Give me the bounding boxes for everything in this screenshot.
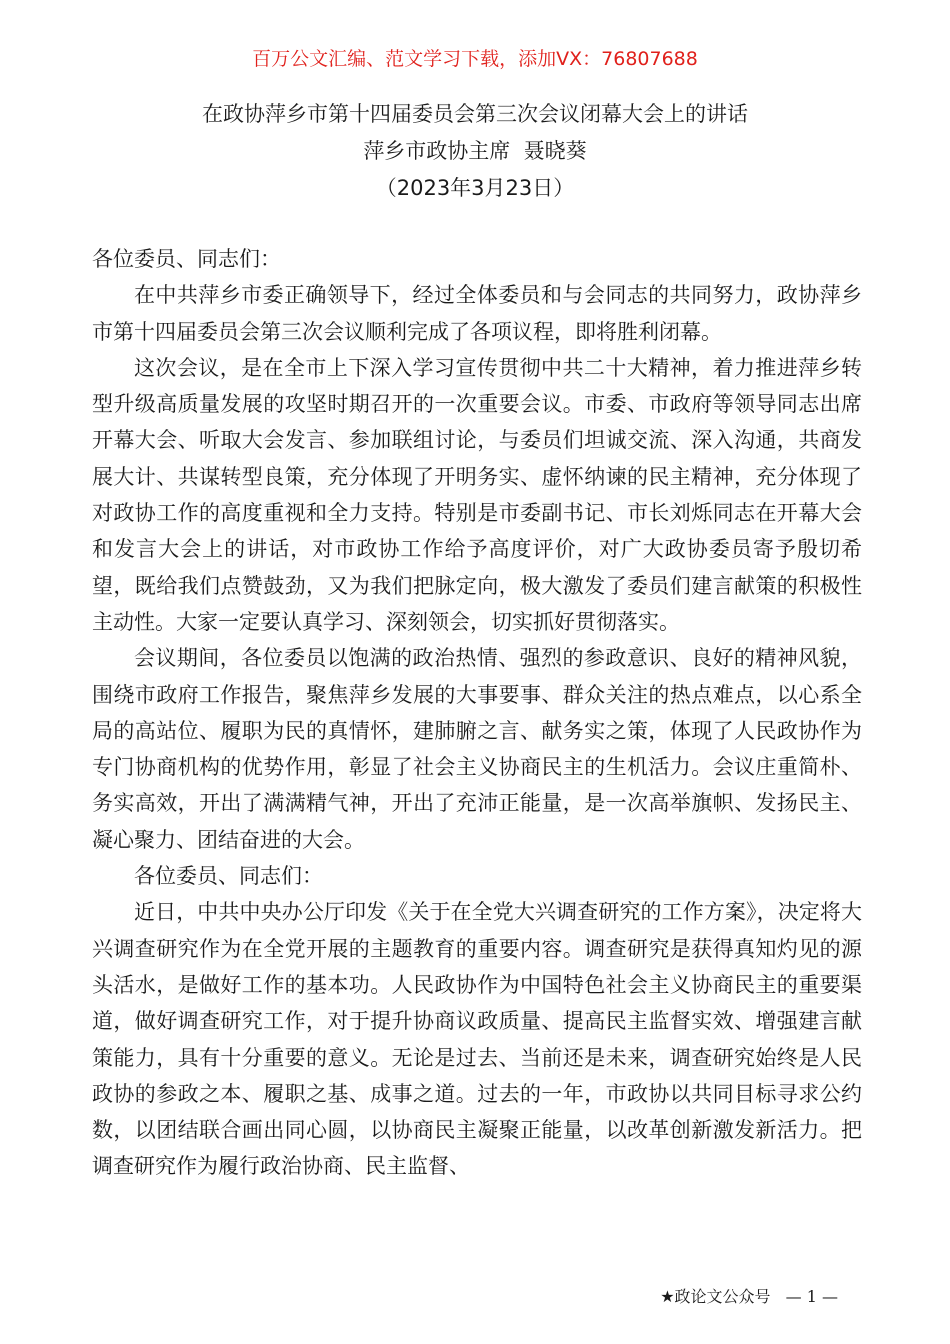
paragraph-3: 会议期间，各位委员以饱满的政治热情、强烈的参政意识、良好的精神风貌，围绕市政府工作报告，聚焦萍乡发展的大事要事、群众关注的热点难点，以心系全局的高站位、履职为民的真情怀，建肺腑之言、献务实之策，体现了人民政协作为专门协商机构的优势作用，彰显了社会主义协商民主的生机活力。会议庄重简朴、务实高效，开出了满满精气神，开出了充沛正能量，是一次高举旗帜、发扬民主、凝心聚力、团结奋进的大会。 bbox=[92, 646, 862, 852]
paragraph-5: 近日，中共中央办公厅印发《关于在全党大兴调查研究的工作方案》，决定将大兴调查研究作为在全党开展的主题教育的重要内容。调查研究是获得真知灼见的源头活水，是做好工作的基本功。人民政协作为中国特色社会主义协商民主的重要渠道，做好调查研究工作，对于提升协商议政质量、提高民主监督实效、增强建言献策能力，具有十分重要的意义。无论是过去、当前还是未来，调查研究始终是人民政协的参政之本、履职之基、成事之道。过去的一年，市政协以共同目标寻求公约数，以团结联合画出同心圆，以协商民主凝聚正能量，以改革创新激发新活力。把调查研究作为履行政治协商、民主监督、 bbox=[92, 900, 862, 1179]
speech-title: 在政协萍乡市第十四届委员会第三次会议闭幕大会上的讲话 bbox=[202, 102, 748, 126]
footer-source: ★政论文公众号 bbox=[660, 1287, 771, 1306]
page-number: — 1 — bbox=[785, 1287, 838, 1306]
paragraph-1: 在中共萍乡市委正确领导下，经过全体委员和与会同志的共同努力，政协萍乡市第十四届委员会第三次会议顺利完成了各项议程，即将胜利闭幕。 bbox=[92, 283, 862, 344]
speaker-line: 萍乡市政协主席 聂晓葵 bbox=[363, 139, 587, 163]
title-block bbox=[0, 96, 950, 207]
salutation-2: 各位委员、同志们： bbox=[134, 864, 323, 889]
page-footer bbox=[660, 1285, 838, 1309]
body-text bbox=[92, 241, 862, 1185]
speech-date: （2023年3月23日） bbox=[375, 176, 575, 200]
paragraph-2: 这次会议，是在全市上下深入学习宣传贯彻中共二十大精神，着力推进萍乡转型升级高质量发展的攻坚时期召开的一次重要会议。市委、市政府等领导同志出席开幕大会、听取大会发言、参加联组讨论，与委员们坦诚交流、深入沟通，共商发展大计、共谋转型良策，充分体现了开明务实、虚怀纳谏的民主精神，充分体现了对政协工作的高度重视和全力支持。特别是市委副书记、市长刘烁同志在开幕大会和发言大会上的讲话，对市政协工作给予高度评价，对广大政协委员寄予殷切希望，既给我们点赞鼓劲，又为我们把脉定向，极大激发了委员们建言献策的积极性主动性。大家一定要认真学习、深刻领会，切实抓好贯彻落实。 bbox=[92, 355, 862, 634]
header-banner: 百万公文汇编、范文学习下载，添加VX：76807688 bbox=[252, 48, 698, 70]
salutation: 各位委员、同志们： bbox=[92, 247, 281, 271]
